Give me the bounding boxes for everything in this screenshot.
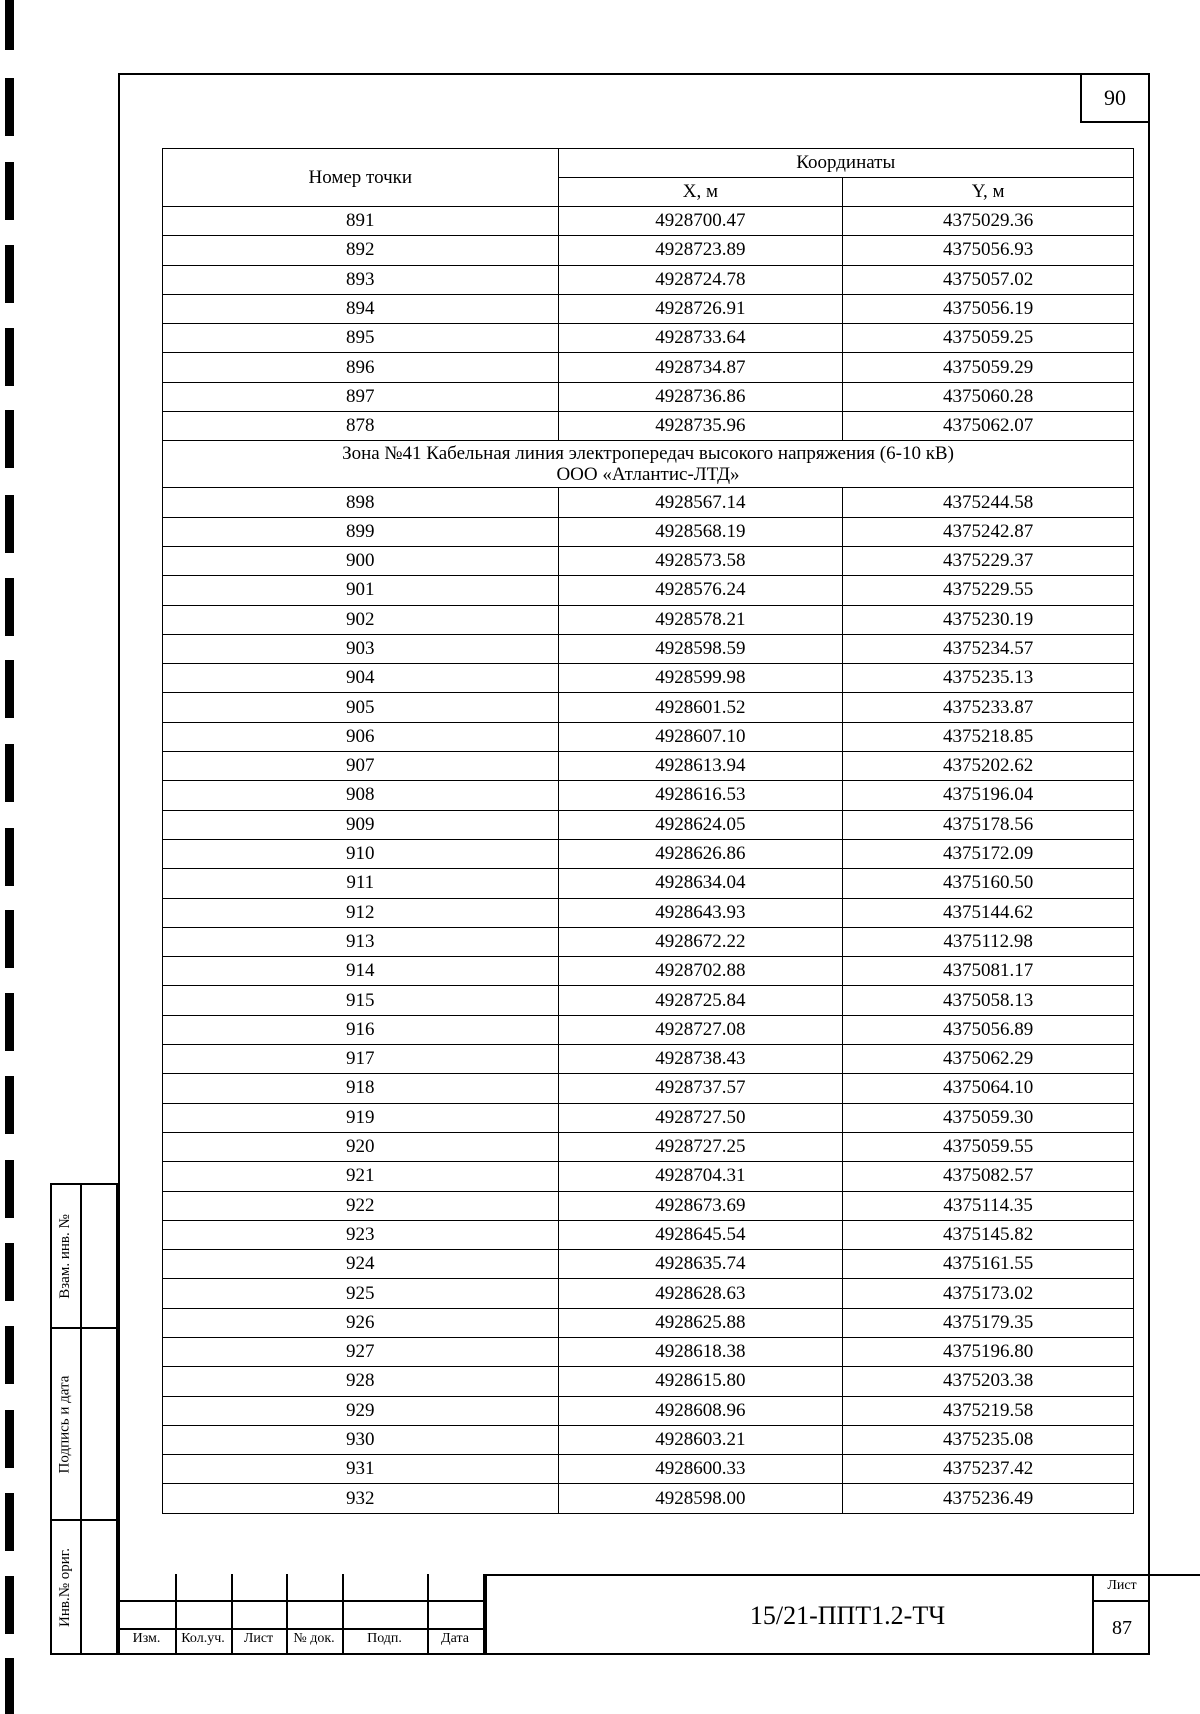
- table-row: [163, 1308, 1134, 1337]
- x-coordinate-cell: 4928643.93: [558, 898, 843, 927]
- sheet-box: [1092, 1574, 1150, 1655]
- y-coordinate-cell: 4375059.30: [843, 1103, 1134, 1132]
- point-number-cell: 919: [163, 1103, 559, 1132]
- y-coordinate-cell: 4375114.35: [843, 1191, 1134, 1220]
- table-row: [163, 1484, 1134, 1513]
- y-coordinate-cell: 4375244.58: [843, 488, 1134, 517]
- x-coordinate-cell: 4928628.63: [558, 1279, 843, 1308]
- table-row: [163, 722, 1134, 751]
- point-number-cell: 901: [163, 576, 559, 605]
- x-coordinate-cell: 4928625.88: [558, 1308, 843, 1337]
- table-row: [163, 1425, 1134, 1454]
- x-coordinate-cell: 4928736.86: [558, 382, 843, 411]
- x-coordinate-cell: 4928601.52: [558, 693, 843, 722]
- y-coordinate-cell: 4375196.04: [843, 781, 1134, 810]
- point-number-cell: 922: [163, 1191, 559, 1220]
- table-row: [163, 1455, 1134, 1484]
- point-number-cell: 926: [163, 1308, 559, 1337]
- point-number-cell: 902: [163, 605, 559, 634]
- side-label-inv: Инв.№ ориг.: [56, 1547, 73, 1627]
- table-row: [163, 294, 1134, 323]
- y-coordinate-cell: 4375229.55: [843, 576, 1134, 605]
- binding-mark: [5, 993, 14, 1051]
- y-coordinate-cell: 4375056.19: [843, 294, 1134, 323]
- page-number: 90: [1080, 75, 1148, 123]
- table-body-after: [163, 488, 1134, 1513]
- table-body-before: [163, 207, 1134, 441]
- point-number-cell: 896: [163, 353, 559, 382]
- table-row: [163, 1220, 1134, 1249]
- stamp-label-list: Лист: [243, 1631, 274, 1646]
- x-coordinate-cell: 4928702.88: [558, 957, 843, 986]
- point-number-cell: 908: [163, 781, 559, 810]
- y-coordinate-cell: 4375082.57: [843, 1162, 1134, 1191]
- point-number-cell: 911: [163, 869, 559, 898]
- x-coordinate-cell: 4928724.78: [558, 265, 843, 294]
- stamp-label-data: Дата: [441, 1631, 469, 1646]
- point-number-cell: 916: [163, 1015, 559, 1044]
- point-number-cell: 921: [163, 1162, 559, 1191]
- side-label-vzam: Взам. инв. №: [56, 1213, 73, 1299]
- sheet-label: Лист: [1094, 1578, 1150, 1602]
- x-coordinate-cell: 4928598.00: [558, 1484, 843, 1513]
- x-coordinate-cell: 4928626.86: [558, 839, 843, 868]
- point-number-cell: 915: [163, 986, 559, 1015]
- binding-mark: [5, 578, 14, 636]
- table-row: [163, 839, 1134, 868]
- title-block: [118, 1574, 1150, 1655]
- y-coordinate-cell: 4375059.55: [843, 1132, 1134, 1161]
- point-number-cell: 912: [163, 898, 559, 927]
- stamp-label-podp: Подп.: [367, 1631, 402, 1646]
- side-label-podpis: Подпись и дата: [56, 1375, 73, 1473]
- y-coordinate-cell: 4375029.36: [843, 207, 1134, 236]
- point-number-cell: 927: [163, 1337, 559, 1366]
- y-coordinate-cell: 4375056.89: [843, 1015, 1134, 1044]
- x-coordinate-cell: 4928573.58: [558, 546, 843, 575]
- y-coordinate-cell: 4375235.13: [843, 664, 1134, 693]
- point-number-cell: 903: [163, 634, 559, 663]
- y-coordinate-cell: 4375219.58: [843, 1396, 1134, 1425]
- point-number-cell: 930: [163, 1425, 559, 1454]
- coordinates-table: [162, 148, 1134, 1514]
- x-coordinate-cell: 4928645.54: [558, 1220, 843, 1249]
- binding-mark: [5, 1410, 14, 1468]
- binding-mark: [5, 1658, 14, 1714]
- table-row: [163, 1162, 1134, 1191]
- y-coordinate-cell: 4375059.25: [843, 324, 1134, 353]
- y-coordinate-cell: 4375056.93: [843, 236, 1134, 265]
- stamp-label-ndok: № док.: [293, 1631, 335, 1646]
- point-number-cell: 928: [163, 1367, 559, 1396]
- x-coordinate-cell: 4928672.22: [558, 927, 843, 956]
- y-coordinate-cell: 4375058.13: [843, 986, 1134, 1015]
- zone-owner: ООО «Атлантис-ЛТД»: [556, 464, 740, 486]
- table-row: [163, 957, 1134, 986]
- point-number-cell: 931: [163, 1455, 559, 1484]
- x-coordinate-cell: 4928618.38: [558, 1337, 843, 1366]
- point-number-cell: 925: [163, 1279, 559, 1308]
- x-coordinate-cell: 4928578.21: [558, 605, 843, 634]
- y-coordinate-cell: 4375230.19: [843, 605, 1134, 634]
- y-coordinate-cell: 4375203.38: [843, 1367, 1134, 1396]
- point-number-cell: 914: [163, 957, 559, 986]
- table-row: [163, 605, 1134, 634]
- table-row: [163, 353, 1134, 382]
- zone-section: [163, 441, 1134, 488]
- point-number-cell: 892: [163, 236, 559, 265]
- x-coordinate-cell: 4928700.47: [558, 207, 843, 236]
- point-number-cell: 913: [163, 927, 559, 956]
- y-coordinate-cell: 4375218.85: [843, 722, 1134, 751]
- x-coordinate-cell: 4928733.64: [558, 324, 843, 353]
- table-row: [163, 752, 1134, 781]
- y-coordinate-cell: 4375173.02: [843, 1279, 1134, 1308]
- table-row: [163, 207, 1134, 236]
- table-row: [163, 1250, 1134, 1279]
- point-number-cell: 918: [163, 1074, 559, 1103]
- stamp-label-izm: Изм.: [132, 1631, 161, 1646]
- y-coordinate-cell: 4375196.80: [843, 1337, 1134, 1366]
- point-number-cell: 895: [163, 324, 559, 353]
- x-coordinate-cell: 4928567.14: [558, 488, 843, 517]
- header-coords: Координаты: [558, 149, 1133, 178]
- y-coordinate-cell: 4375145.82: [843, 1220, 1134, 1249]
- table-row: [163, 927, 1134, 956]
- table-row: [163, 324, 1134, 353]
- table-row: [163, 412, 1134, 441]
- binding-mark: [5, 1576, 14, 1634]
- x-coordinate-cell: 4928624.05: [558, 810, 843, 839]
- y-coordinate-cell: 4375160.50: [843, 869, 1134, 898]
- x-coordinate-cell: 4928725.84: [558, 986, 843, 1015]
- x-coordinate-cell: 4928723.89: [558, 236, 843, 265]
- header-point: Номер точки: [163, 149, 559, 207]
- x-coordinate-cell: 4928727.25: [558, 1132, 843, 1161]
- point-number-cell: 904: [163, 664, 559, 693]
- table-row: [163, 382, 1134, 411]
- zone-heading: [163, 441, 1134, 488]
- point-number-cell: 893: [163, 265, 559, 294]
- table-row: [163, 1132, 1134, 1161]
- table-row: [163, 1396, 1134, 1425]
- binding-mark: [5, 660, 14, 718]
- document-code: 15/21-ППТ1.2-ТЧ: [485, 1574, 1200, 1655]
- x-coordinate-cell: 4928635.74: [558, 1250, 843, 1279]
- table-row: [163, 986, 1134, 1015]
- table-row: [163, 810, 1134, 839]
- y-coordinate-cell: 4375060.28: [843, 382, 1134, 411]
- x-coordinate-cell: 4928734.87: [558, 353, 843, 382]
- x-coordinate-cell: 4928603.21: [558, 1425, 843, 1454]
- table-row: [163, 1015, 1134, 1044]
- binding-mark: [5, 828, 14, 886]
- table-row: [163, 576, 1134, 605]
- x-coordinate-cell: 4928598.59: [558, 634, 843, 663]
- binding-mark: [5, 910, 14, 968]
- y-coordinate-cell: 4375062.29: [843, 1045, 1134, 1074]
- x-coordinate-cell: 4928727.50: [558, 1103, 843, 1132]
- y-coordinate-cell: 4375178.56: [843, 810, 1134, 839]
- stamp-label-kolich: Кол.уч.: [181, 1631, 225, 1646]
- point-number-cell: 891: [163, 207, 559, 236]
- table-row: [163, 693, 1134, 722]
- binding-mark: [5, 328, 14, 386]
- binding-mark: [5, 1493, 14, 1551]
- x-coordinate-cell: 4928727.08: [558, 1015, 843, 1044]
- table-row: [163, 898, 1134, 927]
- binding-mark: [5, 245, 14, 303]
- y-coordinate-cell: 4375064.10: [843, 1074, 1134, 1103]
- point-number-cell: 924: [163, 1250, 559, 1279]
- binding-mark: [5, 1243, 14, 1301]
- point-number-cell: 923: [163, 1220, 559, 1249]
- point-number-cell: 910: [163, 839, 559, 868]
- y-coordinate-cell: 4375161.55: [843, 1250, 1134, 1279]
- binding-mark: [5, 0, 14, 50]
- x-coordinate-cell: 4928607.10: [558, 722, 843, 751]
- x-coordinate-cell: 4928634.04: [558, 869, 843, 898]
- binding-mark: [5, 744, 14, 802]
- point-number-cell: 894: [163, 294, 559, 323]
- sheet-number: 87: [1112, 1617, 1132, 1639]
- binding-mark: [5, 1076, 14, 1134]
- y-coordinate-cell: 4375057.02: [843, 265, 1134, 294]
- point-number-cell: 909: [163, 810, 559, 839]
- y-coordinate-cell: 4375172.09: [843, 839, 1134, 868]
- table-row: [163, 1337, 1134, 1366]
- point-number-cell: 917: [163, 1045, 559, 1074]
- y-coordinate-cell: 4375059.29: [843, 353, 1134, 382]
- point-number-cell: 898: [163, 488, 559, 517]
- zone-title: Зона №41 Кабельная линия электропередач высокого напряжения (6-10 кВ): [342, 443, 954, 465]
- point-number-cell: 907: [163, 752, 559, 781]
- y-coordinate-cell: 4375062.07: [843, 412, 1134, 441]
- x-coordinate-cell: 4928613.94: [558, 752, 843, 781]
- revision-grid: [118, 1574, 485, 1655]
- point-number-cell: 932: [163, 1484, 559, 1513]
- point-number-cell: 905: [163, 693, 559, 722]
- table-row: [163, 236, 1134, 265]
- y-coordinate-cell: 4375234.57: [843, 634, 1134, 663]
- table-row: [163, 517, 1134, 546]
- x-coordinate-cell: 4928726.91: [558, 294, 843, 323]
- x-coordinate-cell: 4928616.53: [558, 781, 843, 810]
- binding-mark: [5, 410, 14, 468]
- x-coordinate-cell: 4928576.24: [558, 576, 843, 605]
- y-coordinate-cell: 4375202.62: [843, 752, 1134, 781]
- table-row: [163, 546, 1134, 575]
- point-number-cell: 929: [163, 1396, 559, 1425]
- x-coordinate-cell: 4928600.33: [558, 1455, 843, 1484]
- y-coordinate-cell: 4375236.49: [843, 1484, 1134, 1513]
- x-coordinate-cell: 4928673.69: [558, 1191, 843, 1220]
- x-coordinate-cell: 4928738.43: [558, 1045, 843, 1074]
- table-row: [163, 488, 1134, 517]
- y-coordinate-cell: 4375144.62: [843, 898, 1134, 927]
- binding-mark: [5, 162, 14, 220]
- x-coordinate-cell: 4928735.96: [558, 412, 843, 441]
- x-coordinate-cell: 4928737.57: [558, 1074, 843, 1103]
- page-frame: [118, 73, 1150, 1655]
- table-row: [163, 634, 1134, 663]
- y-coordinate-cell: 4375081.17: [843, 957, 1134, 986]
- header-x: X, м: [558, 178, 843, 207]
- binding-mark: [5, 1160, 14, 1218]
- table-row: [163, 1074, 1134, 1103]
- header-y: Y, м: [843, 178, 1134, 207]
- binding-mark: [5, 1326, 14, 1384]
- point-number-cell: 899: [163, 517, 559, 546]
- y-coordinate-cell: 4375237.42: [843, 1455, 1134, 1484]
- point-number-cell: 920: [163, 1132, 559, 1161]
- x-coordinate-cell: 4928615.80: [558, 1367, 843, 1396]
- x-coordinate-cell: 4928608.96: [558, 1396, 843, 1425]
- side-stamp-divider: [80, 1183, 82, 1655]
- point-number-cell: 906: [163, 722, 559, 751]
- table-row: [163, 781, 1134, 810]
- table-row: [163, 869, 1134, 898]
- x-coordinate-cell: 4928599.98: [558, 664, 843, 693]
- point-number-cell: 900: [163, 546, 559, 575]
- y-coordinate-cell: 4375179.35: [843, 1308, 1134, 1337]
- table-row: [163, 1103, 1134, 1132]
- y-coordinate-cell: 4375235.08: [843, 1425, 1134, 1454]
- y-coordinate-cell: 4375233.87: [843, 693, 1134, 722]
- table-row: [163, 664, 1134, 693]
- table-row: [163, 1045, 1134, 1074]
- table-row: [163, 1367, 1134, 1396]
- table-row: [163, 1191, 1134, 1220]
- table-row: [163, 265, 1134, 294]
- binding-mark: [5, 495, 14, 553]
- point-number-cell: 897: [163, 382, 559, 411]
- table-row: [163, 1279, 1134, 1308]
- y-coordinate-cell: 4375242.87: [843, 517, 1134, 546]
- point-number-cell: 878: [163, 412, 559, 441]
- y-coordinate-cell: 4375229.37: [843, 546, 1134, 575]
- y-coordinate-cell: 4375112.98: [843, 927, 1134, 956]
- binding-mark: [5, 78, 14, 136]
- x-coordinate-cell: 4928568.19: [558, 517, 843, 546]
- x-coordinate-cell: 4928704.31: [558, 1162, 843, 1191]
